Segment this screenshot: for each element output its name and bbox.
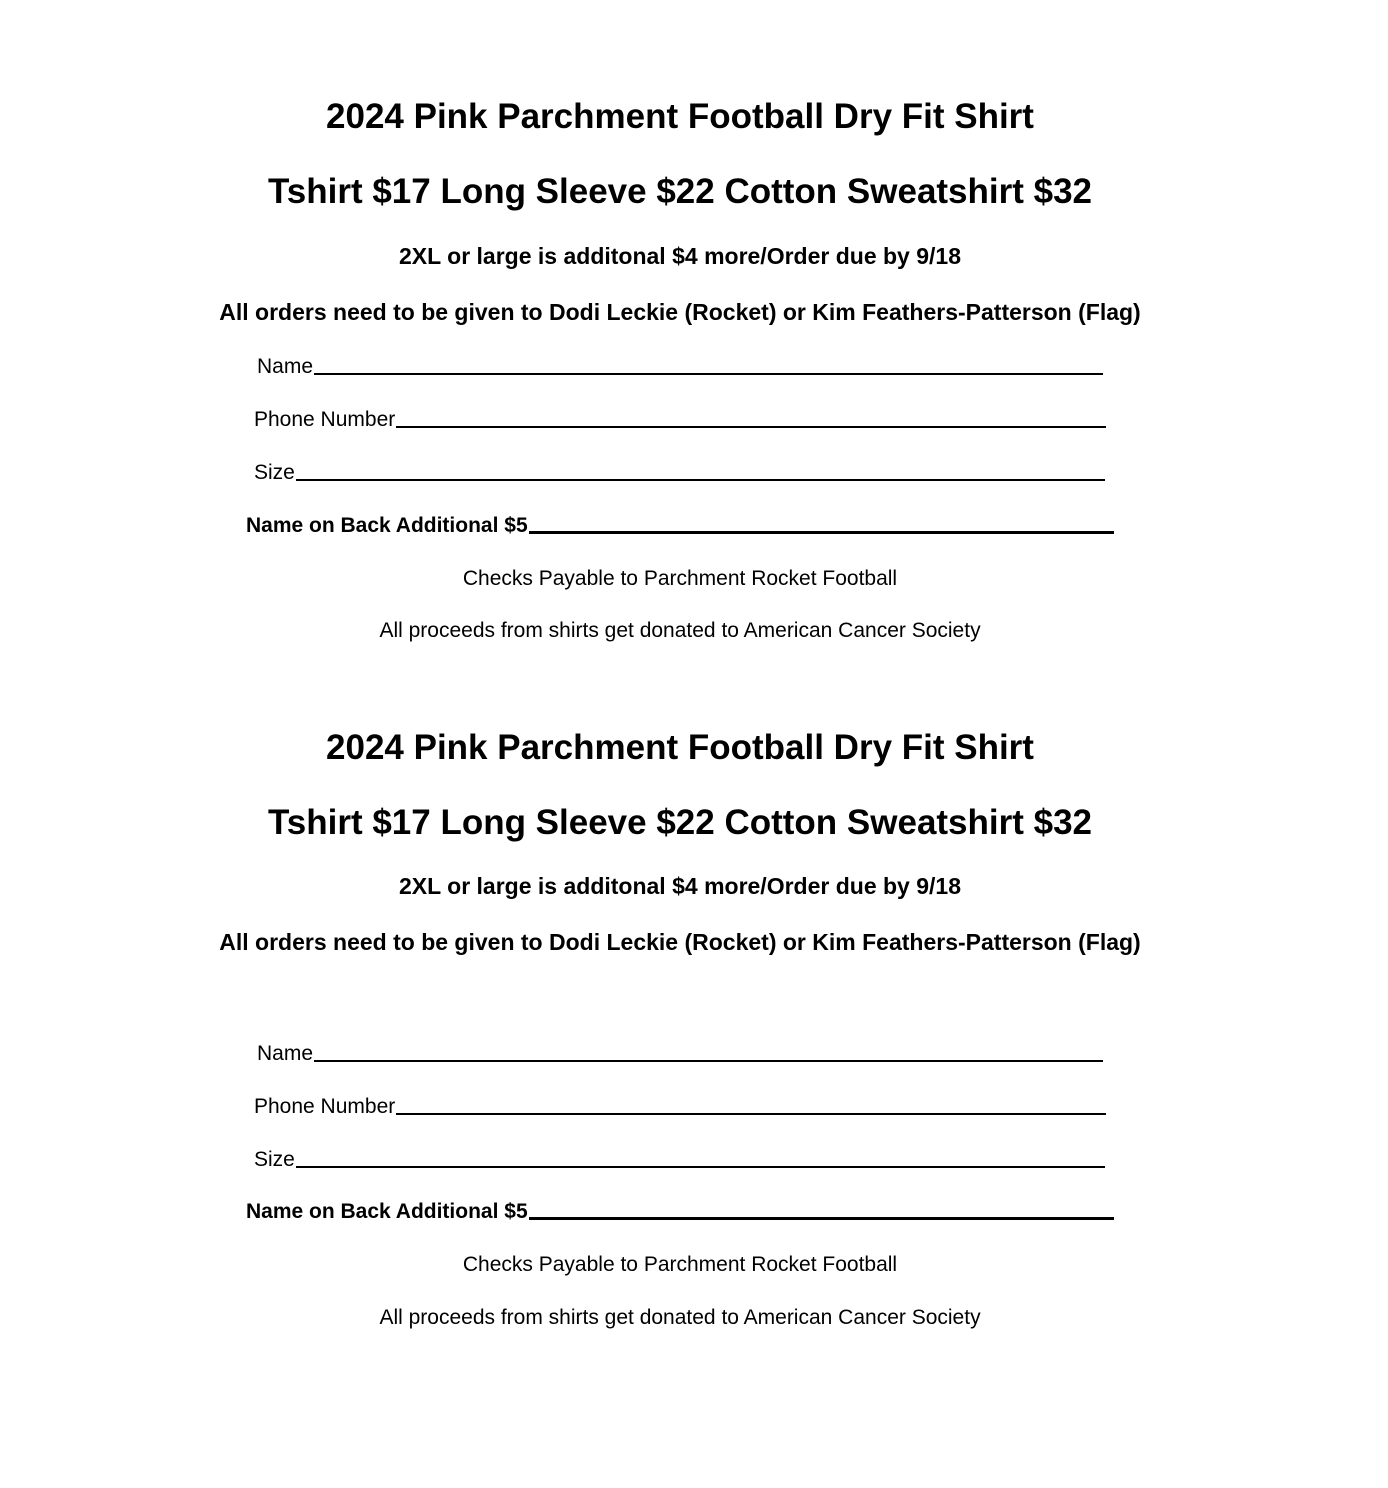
proceeds-note: All proceeds from shirts get donated to American Cancer Society [379,619,981,642]
name-on-back-field[interactable] [246,1201,1114,1222]
size-blank-line[interactable] [296,479,1105,481]
size-label: Size [254,461,295,484]
name-blank-line[interactable] [314,373,1103,375]
name-label: Name [257,1042,314,1065]
checks-payable: Checks Payable to Parchment Rocket Football [462,567,898,590]
name-on-back-blank-line[interactable] [529,531,1114,534]
size-note: 2XL or large is additonal $4 more/Order due by 9/18 [399,243,961,269]
phone-label: Phone Number [254,1095,396,1118]
phone-field[interactable] [254,409,1106,430]
name-field[interactable] [257,356,1103,377]
order-instructions: All orders need to be given to Dodi Leckie (Rocket) or Kim Feathers-Patterson (Flag) [219,299,1141,325]
checks-payable: Checks Payable to Parchment Rocket Football [462,1253,898,1276]
price-list: Tshirt $17 Long Sleeve $22 Cotton Sweatshirt $32 [267,803,1093,842]
name-label: Name [257,355,314,378]
proceeds-note: All proceeds from shirts get donated to American Cancer Society [379,1306,981,1329]
size-label: Size [254,1148,295,1171]
size-field[interactable] [254,1149,1105,1170]
form-title: 2024 Pink Parchment Football Dry Fit Shirt [326,97,1034,136]
name-on-back-field[interactable] [246,515,1114,536]
form-title: 2024 Pink Parchment Football Dry Fit Shirt [326,728,1034,767]
size-note: 2XL or large is additonal $4 more/Order due by 9/18 [399,873,961,899]
name-on-back-blank-line[interactable] [529,1217,1114,1220]
phone-field[interactable] [254,1096,1106,1117]
price-list: Tshirt $17 Long Sleeve $22 Cotton Sweatshirt $32 [267,172,1093,211]
phone-blank-line[interactable] [396,426,1106,428]
size-blank-line[interactable] [296,1166,1105,1168]
name-on-back-label: Name on Back Additional $5 [246,514,528,537]
size-field[interactable] [254,462,1105,483]
phone-label: Phone Number [254,408,396,431]
order-instructions: All orders need to be given to Dodi Leckie (Rocket) or Kim Feathers-Patterson (Flag) [219,929,1141,955]
name-field[interactable] [257,1043,1103,1064]
name-blank-line[interactable] [314,1060,1103,1062]
name-on-back-label: Name on Back Additional $5 [246,1200,528,1223]
phone-blank-line[interactable] [396,1113,1106,1115]
